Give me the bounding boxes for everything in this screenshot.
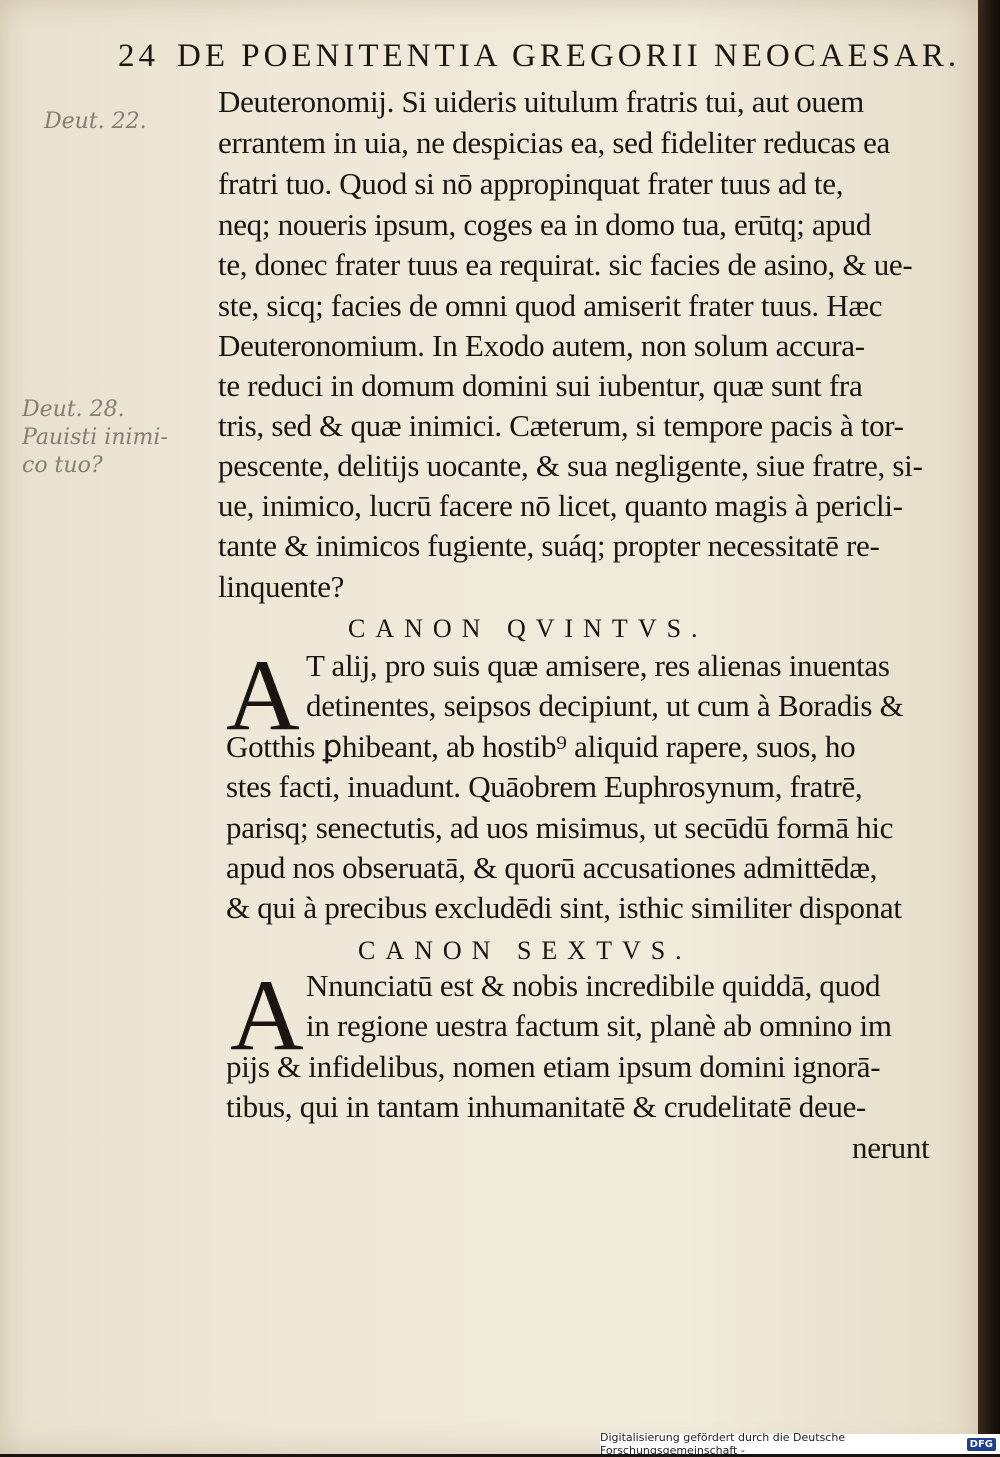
text-line: ue, inimico, lucrū facere nō licet, quanto magis à pericli- bbox=[218, 488, 903, 523]
text-line: tris, sed & quæ inimici. Cæterum, si tempore pacis à tor- bbox=[218, 408, 904, 443]
text-line: te, donec frater tuus ea requirat. sic facies de asino, & ue- bbox=[218, 247, 913, 282]
marginal-note-line: Deut. 22. bbox=[44, 109, 147, 134]
text-line: Nnunciatū est & nobis incredibile quiddā, quod bbox=[306, 968, 881, 1003]
text-line: fratri tuo. Quod si nō appropinquat frater tuus ad te, bbox=[218, 166, 844, 201]
footer-text: Digitalisierung gefördert durch die Deutsche Forschungsgemeinschaft - bbox=[600, 1431, 846, 1457]
marginal-note-line: Deut. 28. bbox=[22, 397, 125, 422]
text-line: parisq; senectutis, ad uos misimus, ut secūdū formā hic bbox=[226, 810, 894, 845]
drop-cap-initial: A bbox=[226, 639, 300, 752]
text-line: detinentes, seipsos decipiunt, ut cum à Boradis & bbox=[306, 688, 904, 723]
dfg-logo: DFG bbox=[967, 1438, 996, 1451]
text-line: Gotthis ꝑhibeant, ab hostib⁹ aliquid rapere, suos, ho bbox=[226, 729, 856, 764]
text-line: Deuteronomium. In Exodo autem, non solum accura- bbox=[218, 328, 865, 363]
text-line: pijs & infidelibus, nomen etiam ipsum domini ignorā- bbox=[226, 1049, 881, 1084]
text-line: linquente? bbox=[218, 569, 345, 604]
text-line: ste, sicq; facies de omni quod amiserit frater tuus. Hæc bbox=[218, 288, 883, 323]
running-head bbox=[118, 38, 961, 75]
canon-sextus-heading: CANON SEXTVS. bbox=[358, 936, 692, 965]
text-line: tibus, qui in tantam inhumanitatē & crudelitatē deue- bbox=[226, 1089, 867, 1124]
text-line: stes facti, inuadunt. Quāobrem Euphrosynum, fratrē, bbox=[226, 769, 863, 804]
text-line: in regione uestra factum sit, planè ab omnino im bbox=[306, 1008, 892, 1043]
page-edge bbox=[978, 0, 1000, 1454]
marginal-note-2 bbox=[22, 396, 168, 480]
text-line: & qui à precibus excludēdi sint, isthic similiter disponat bbox=[226, 890, 902, 925]
text-line: tante & inimicos fugiente, suáq; propter necessitatē re- bbox=[218, 528, 880, 563]
marginal-note-line: co tuo? bbox=[22, 453, 103, 478]
canon-quintus-heading: CANON QVINTVS. bbox=[348, 614, 708, 643]
text-line: neq; noueris ipsum, coges ea in domo tua, erūtq; apud bbox=[218, 207, 872, 242]
text-line: te reduci in domum domini sui iubentur, quæ sunt fra bbox=[218, 368, 863, 403]
page-number: 24 bbox=[118, 38, 159, 74]
text-line: errantem in uia, ne despicias ea, sed fideliter reducas ea bbox=[218, 125, 891, 160]
marginal-note-1 bbox=[44, 108, 147, 136]
text-line: pescente, delitijs uocante, & sua negligente, siue fratre, si- bbox=[218, 448, 923, 483]
text-line: Deuteronomij. Si uideris uitulum fratris tui, aut ouem bbox=[218, 84, 864, 119]
running-title: DE POENITENTIA GREGORII NEOCAESAR. bbox=[177, 38, 961, 74]
digitization-footer bbox=[600, 1431, 1000, 1457]
text-line: T alij, pro suis quæ amisere, res alienas inuentas bbox=[306, 648, 890, 683]
drop-cap-initial: A bbox=[230, 959, 304, 1072]
catchword: nerunt bbox=[852, 1130, 930, 1165]
marginal-note-line: Pauisti inimi- bbox=[22, 425, 168, 450]
text-line: apud nos obseruatā, & quorū accusationes admittēdæ, bbox=[226, 850, 878, 885]
